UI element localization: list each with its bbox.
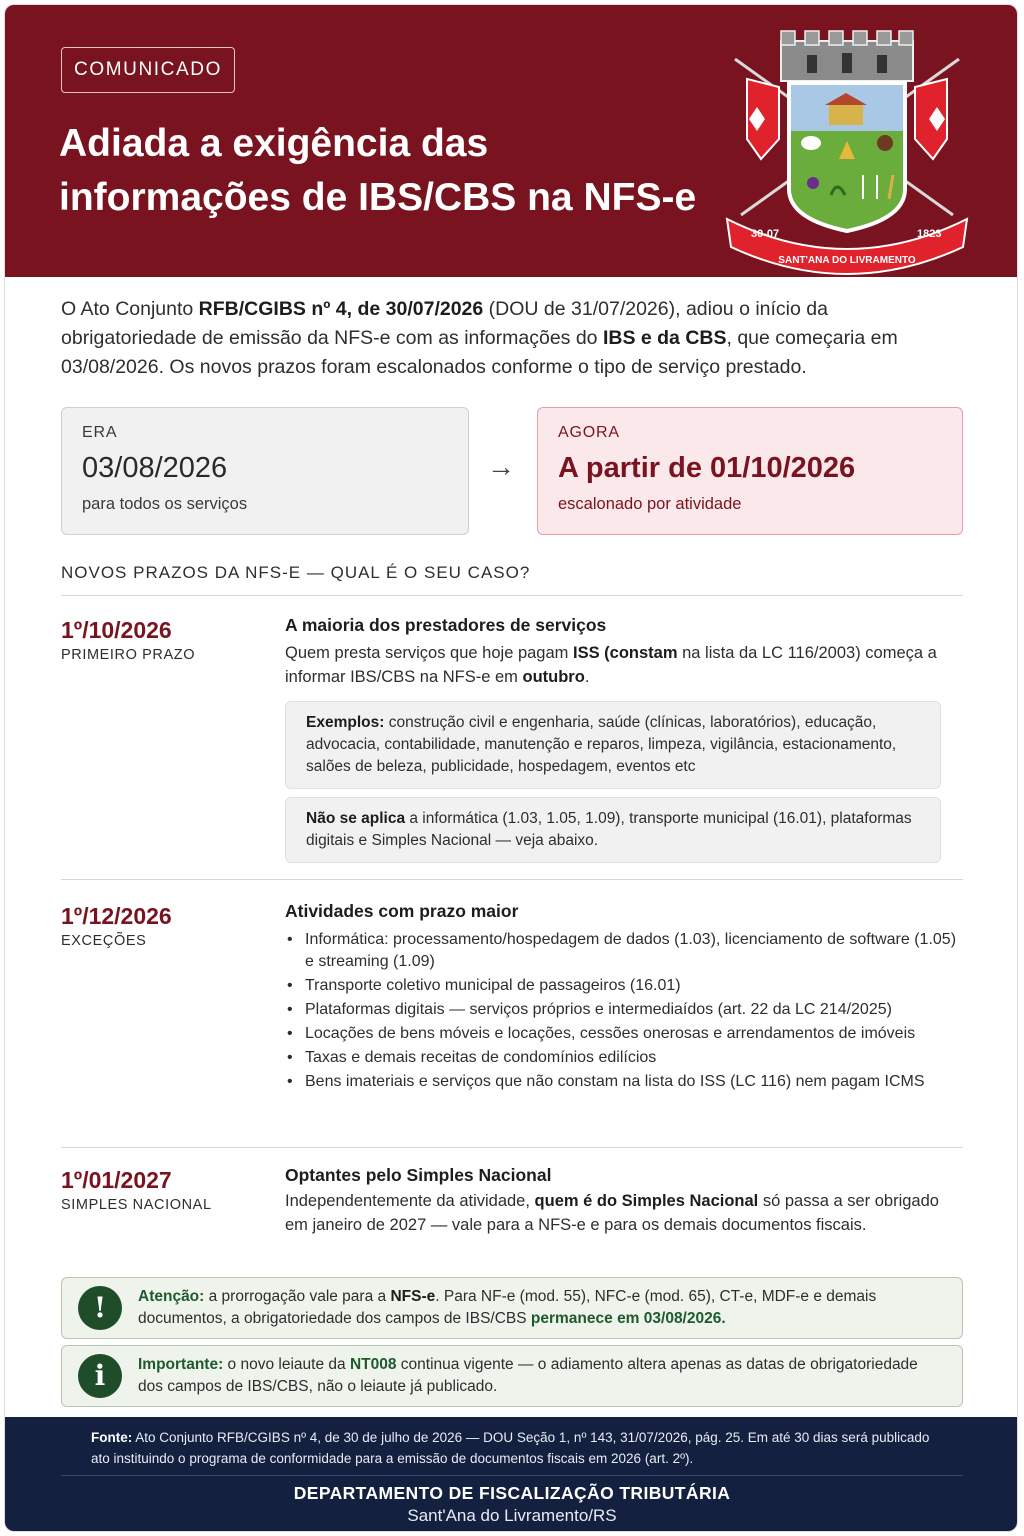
agora-label: AGORA [558,424,620,441]
important-alert: i Importante: o novo leiaute da NT008 continua vigente — o adiamento altera apenas as datas de obrigatoriedade dos campos de IBS/CBS, não o leiaute já publicado. [61,1345,963,1407]
divider [61,595,963,596]
list-item: • Plataformas digitais — serviços próprios e intermediaídos (art. 22 da LC 214/2025) [285,999,957,1021]
attention-alert: ! Atenção: a prorrogação vale para a NFS-e. Para NF-e (mod. 55), NFC-e (mod. 65), CT-e, MDF-e e demais documentos, a obrigatoriedade dos campos de IBS/CBS permanece em 03/08/2026. [61,1277,963,1339]
row2-date: 1º/12/2026 [61,903,172,929]
row1-text: Quem presta serviços que hoje pagam ISS (constam na lista da LC 116/2003) começa a informar IBS/CBS na NFS-e em outubro. [285,644,937,686]
row3-text: Independentemente da atividade, quem é do Simples Nacional só passa a ser obrigado em janeiro de 2027 — vale para a NFS-e e para os demais documentos fiscais. [285,1192,939,1234]
era-subtitle: para todos os serviços [82,495,248,513]
city-name: Sant'Ana do Livramento/RS [407,1506,617,1525]
agora-subtitle: escalonado por atividade [558,495,742,513]
row3-date: 1º/01/2027 [61,1167,172,1193]
title-line-2: informações de IBS/CBS na NFS-e [59,176,697,219]
row1-date: 1º/10/2026 [61,617,172,643]
row1-label: PRIMEIRO PRAZO [61,647,196,663]
exceptions-list [285,929,957,1095]
row1-title: A maioria dos prestadores de serviços [285,615,607,635]
era-date: 03/08/2026 [82,452,228,484]
row2-title: Atividades com prazo maior [285,901,519,921]
arrow-right-icon: → [487,451,515,482]
list-item: • Bens imateriais e serviços que não constam na lista do ISS (LC 116) nem pagam ICMS [285,1071,957,1093]
row2-label: EXCEÇÕES [61,933,147,949]
announcement-card [4,4,1018,1532]
era-label: ERA [82,424,118,441]
list-item: • Taxas e demais receitas de condomínios edilícios [285,1047,957,1069]
examples-note: Exemplos: construção civil e engenharia, saúde (clínicas, laboratórios), educação, advocacia, contabilidade, manutenção e reparos, limpeza, vigilância, estacionamento, salões de beleza, publicidade, hospedagem, eventos etc [285,701,941,789]
crest-date-left: 30-07 [751,228,780,240]
section-title: NOVOS PRAZOS DA NFS-E — QUAL É O SEU CASO? [61,563,531,582]
not-applicable-note: Não se aplica a informática (1.03, 1.05, 1.09), transporte municipal (16.01), plataformas digitais e Simples Nacional — veja abaixo. [285,797,941,863]
row3-label: SIMPLES NACIONAL [61,1197,212,1213]
list-item: • Transporte coletivo municipal de passageiros (16.01) [285,975,957,997]
comunicado-badge: COMUNICADO [61,47,235,93]
exclamation-icon: ! [78,1286,122,1330]
footer [5,1417,1018,1532]
divider [61,879,963,880]
title-line-1: Adiada a exigência das [59,122,489,165]
header-banner [5,5,1018,277]
source-note: Fonte: Ato Conjunto RFB/CGIBS nº 4, de 30 de julho de 2026 — DOU Seção 1, nº 143, 31/07/2026, pág. 25. Em até 30 dias será publicado ato instituindo o programa de conformidade para a emissão de documentos fiscais em 2026 (art. 2º). [91,1430,930,1466]
department-name: DEPARTAMENTO DE FISCALIZAÇÃO TRIBUTÁRIA [293,1483,731,1503]
agora-date: A partir de 01/10/2026 [558,452,856,484]
intro-paragraph: O Ato Conjunto RFB/CGIBS nº 4, de 30/07/2026 (DOU de 31/07/2026), adiou o início da obrigatoriedade de emissão da NFS-e com as informações do IBS e da CBS, que começaria em 03/08/2026. Os novos prazos foram escalonados conforme o tipo de serviço prestado. [61,298,898,378]
list-item: • Informática: processamento/hospedagem de dados (1.03), licenciamento de software (1.05) e streaming (1.09) [285,929,957,972]
info-icon: i [78,1354,122,1398]
list-item: • Locações de bens móveis e locações, cessões onerosas e arrendamentos de imóveis [285,1023,957,1045]
agora-box [537,407,963,535]
crest-banner-text: SANT'ANA DO LIVRAMENTO [778,255,916,266]
coat-of-arms-logo [717,19,977,275]
crest-date-right: 1823 [917,228,942,240]
footer-divider [61,1475,963,1476]
era-box [61,407,469,535]
divider [61,1147,963,1148]
page-title [59,117,719,225]
row3-title: Optantes pelo Simples Nacional [285,1165,552,1185]
